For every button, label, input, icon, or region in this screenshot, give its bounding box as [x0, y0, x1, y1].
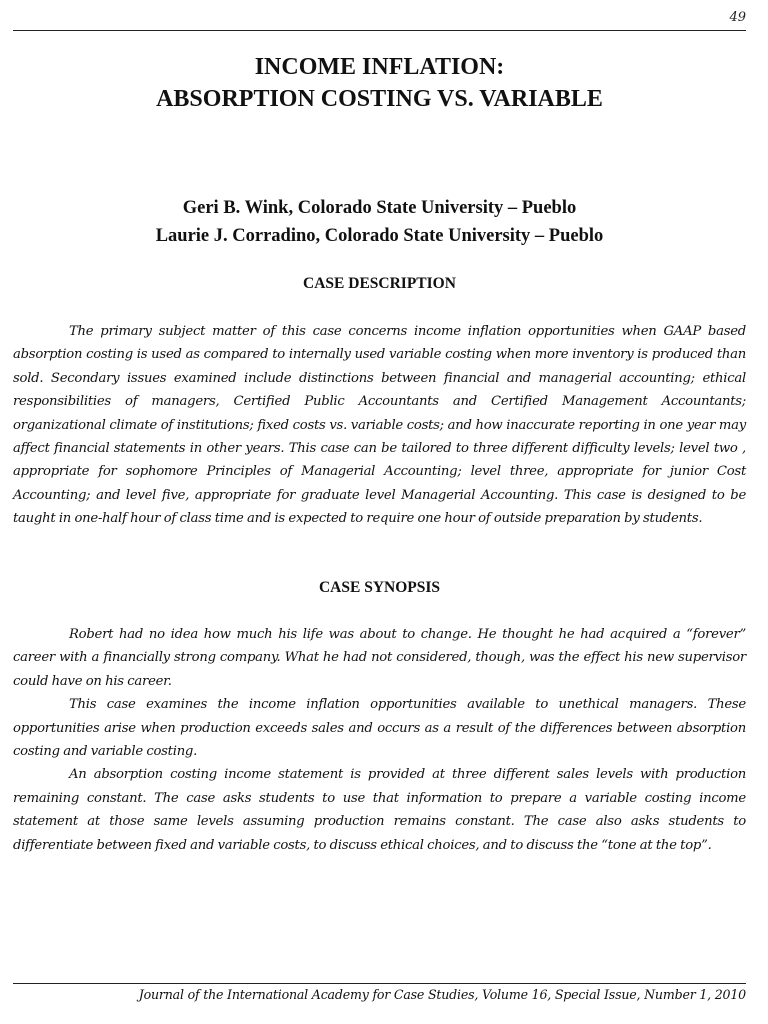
author-2: Laurie J. Corradino, Colorado State University – Pueblo: [155, 226, 604, 246]
page-number: 49: [729, 10, 746, 25]
case-synopsis-paragraph-1: Robert had no idea how much his life was about to change. He thought he had acquired a “forever” career with a financially strong company. What he had not considered, though, was the effect his new supervisor could have on his career.: [13, 627, 746, 689]
title-line-1: INCOME INFLATION:: [254, 54, 505, 80]
case-description-heading: CASE DESCRIPTION: [303, 275, 456, 292]
footer-rule: [13, 983, 746, 984]
author-1: Geri B. Wink, Colorado State University – Pueblo: [182, 198, 577, 218]
author-list: [13, 194, 746, 250]
article-title: [13, 51, 746, 115]
case-synopsis-body: [13, 623, 746, 857]
case-synopsis-heading: CASE SYNOPSIS: [318, 579, 441, 596]
journal-footer: Journal of the International Academy for Case Studies, Volume 16, Special Issue, Number 1, 2010: [138, 987, 746, 1002]
case-description-paragraph: The primary subject matter of this case concerns income inflation opportunities when GAAP based absorption costing is used as compared to internally used variable costing when more inventory is produced than sold. Secondary issues examined include distinctions between financial and managerial accounting; ethical responsibilities of managers, Certified Public Accountants and Certified Management Accountants; organizational climate of institutions; fixed costs vs. variable costs; and how inaccurate reporting in one year may affect financial statements in other years. This case can be tailored to three different difficulty levels; level two , appropriate for sophomore Principles of Managerial Accounting; level three, appropriate for junior Cost Accounting; and level five, appropriate for graduate level Managerial Accounting. This case is designed to be taught in one-half hour of class time and is expected to require one hour of outside preparation by students.: [13, 324, 746, 527]
document-page: [13, 0, 746, 1024]
header-rule: [13, 30, 746, 31]
case-description-body: [13, 320, 746, 531]
title-line-2: ABSORPTION COSTING VS. VARIABLE: [156, 86, 603, 112]
case-synopsis-paragraph-3: An absorption costing income statement is provided at three different sales levels with production remaining constant. The case asks students to use that information to prepare a variable costing income statement at those same levels assuming production remains constant. The case also asks students to differentiate between fixed and variable costs, to discuss ethical choices, and to discuss the “tone at the top”.: [13, 767, 746, 853]
case-synopsis-paragraph-2: This case examines the income inflation opportunities available to unethical managers. These opportunities arise when production exceeds sales and occurs as a result of the differences between absorption costing and variable costing.: [13, 697, 746, 760]
